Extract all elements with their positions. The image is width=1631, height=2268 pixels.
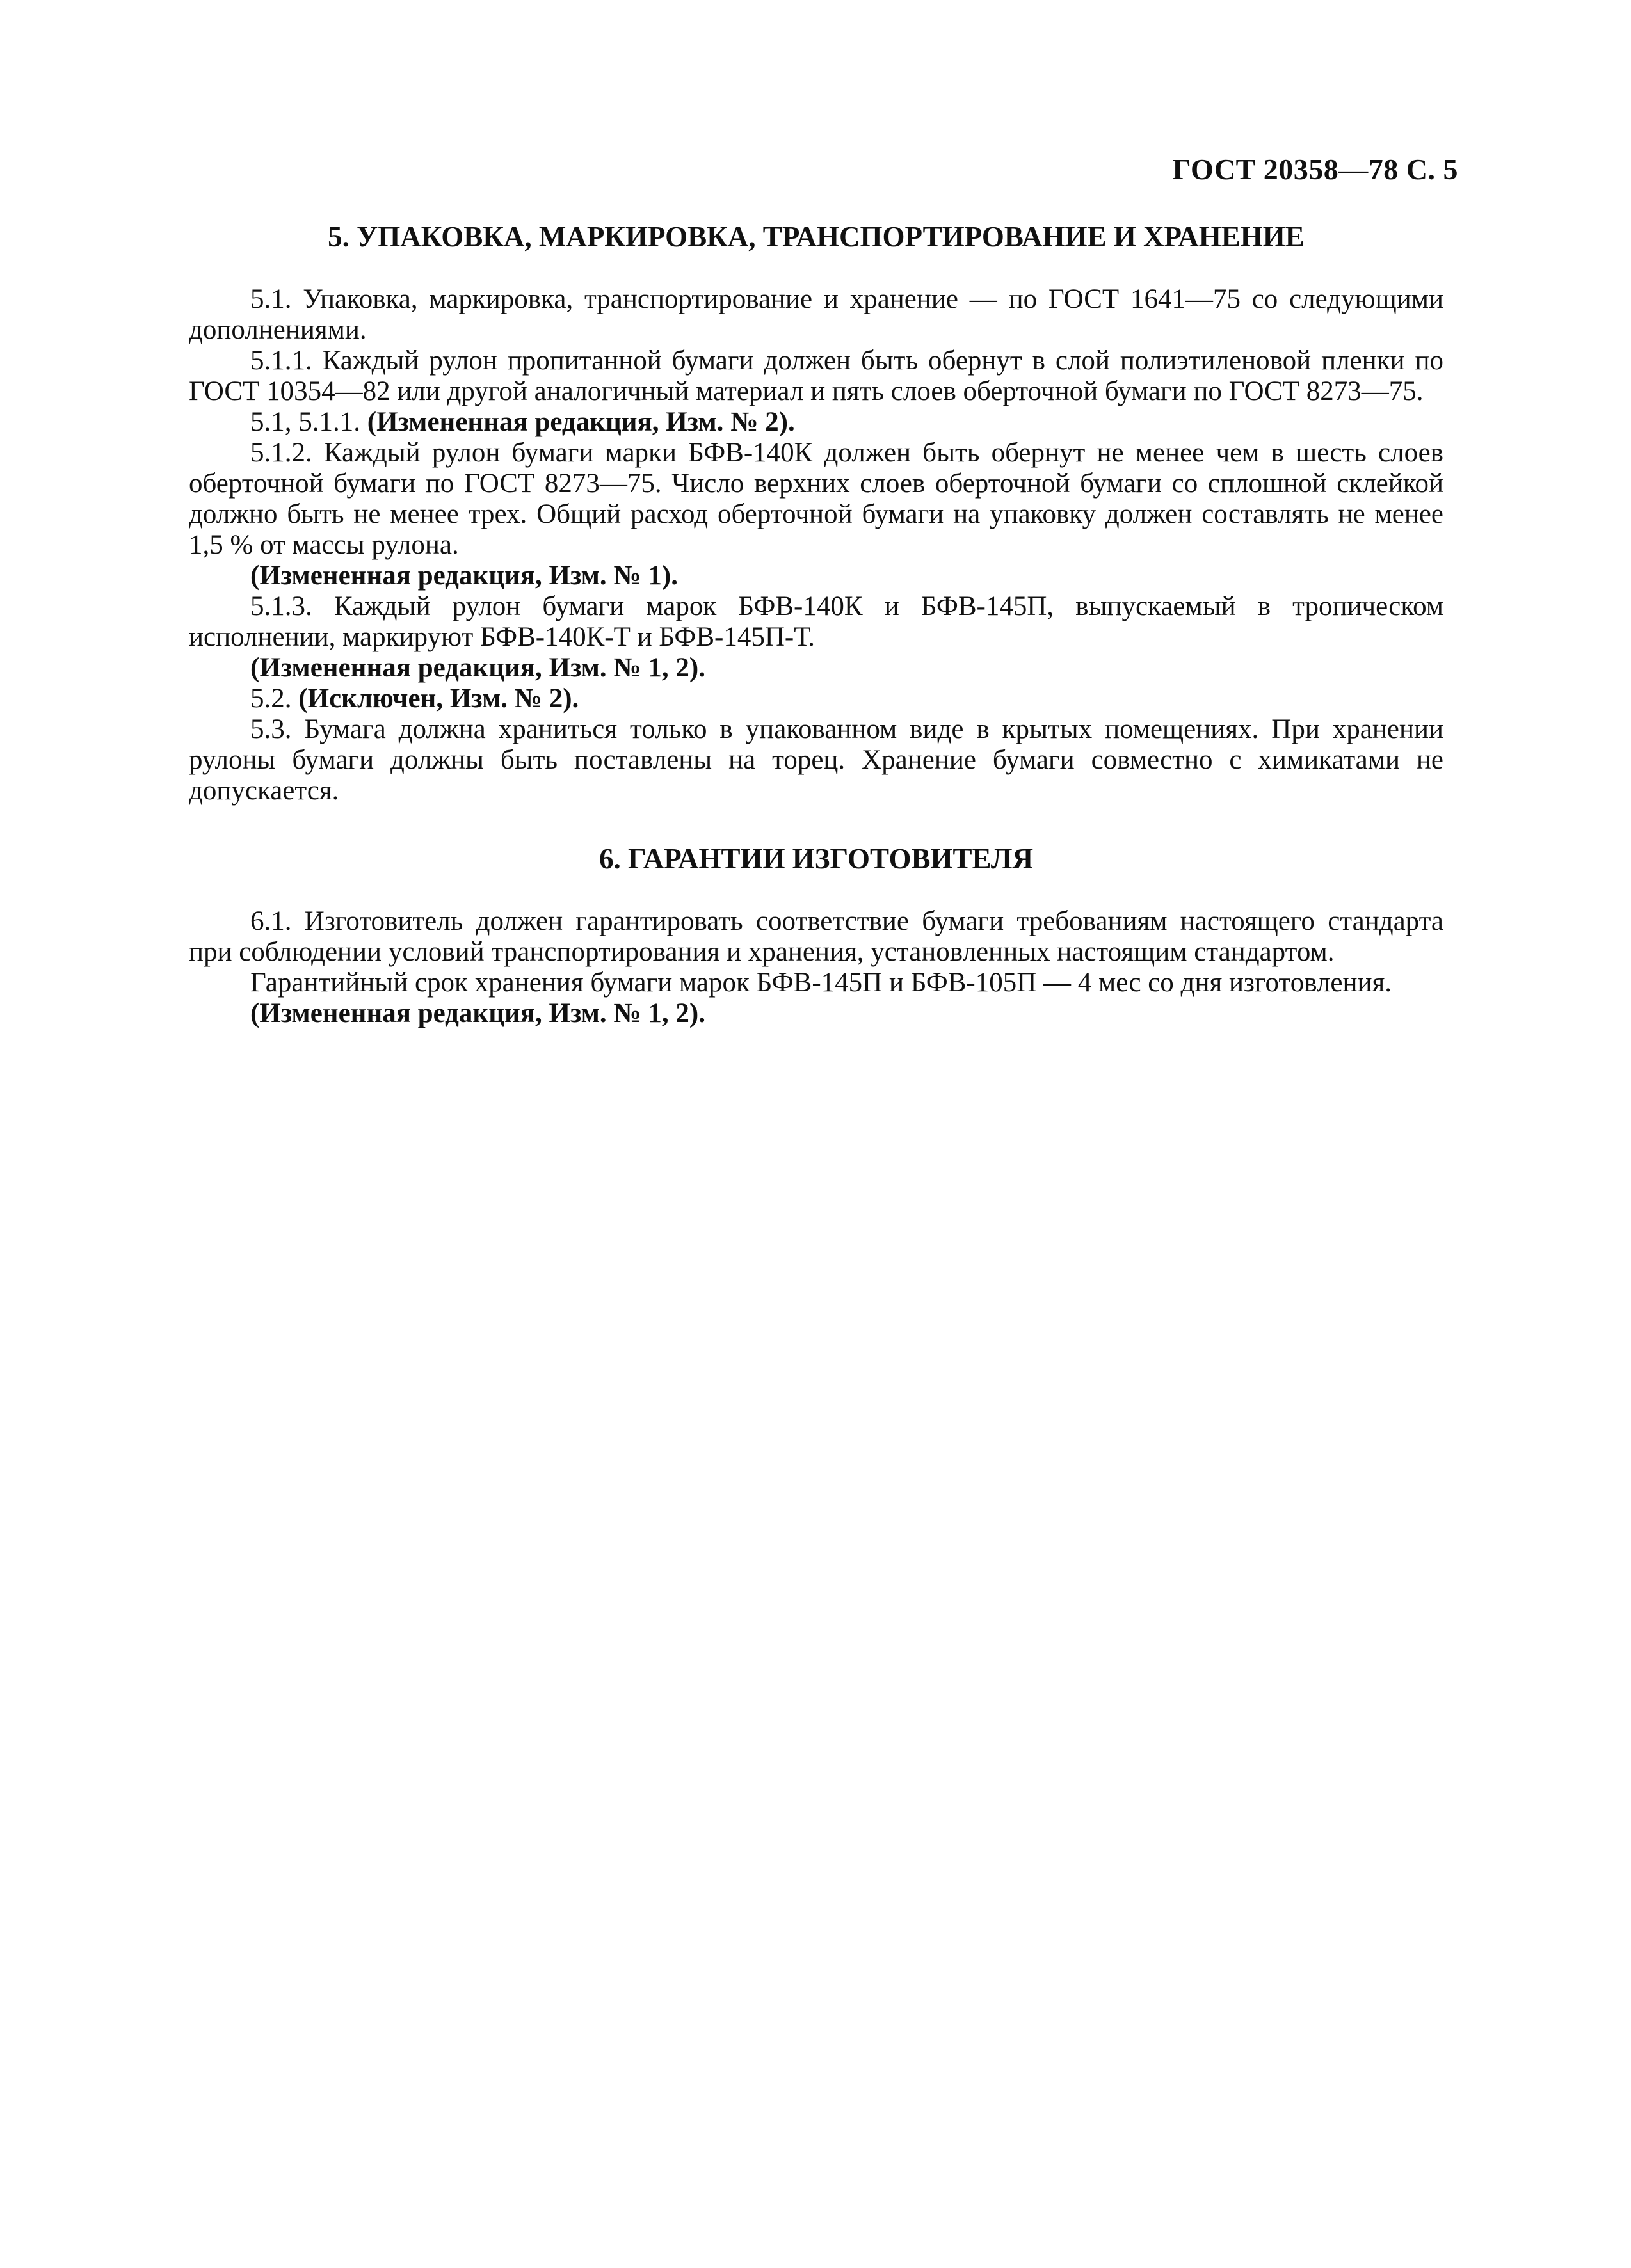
amendment-note-5-1	[189, 407, 1443, 438]
paragraph-5-1-1: 5.1.1. Каждый рулон пропитанной бумаги должен быть обернут в слой полиэтиленовой пленки по ГОСТ 10354—82 или другой аналогичный материал и пять слоев оберточной бумаги по ГОСТ 8273—75.	[189, 346, 1443, 406]
section-5	[189, 218, 1443, 806]
section-6	[189, 840, 1443, 1029]
section-6-title: 6. ГАРАНТИИ ИЗГОТОВИТЕЛЯ	[599, 843, 1033, 875]
amendment-note-6: (Измененная редакция, Изм. № 1, 2).	[250, 998, 705, 1028]
running-header: ГОСТ 20358—78 С. 5	[1172, 153, 1458, 186]
paragraph-5-1-2: 5.1.2. Каждый рулон бумаги марки БФВ-140К должен быть обернут не менее чем в шесть слоев оберточной бумаги по ГОСТ 8273—75. Число верхних слоев оберточной бумаги со сплошной склейкой должно быть не менее трех. Общий расход оберточной бумаги на упаковку должен составлять не менее 1,5 % от массы рулона.	[189, 438, 1443, 560]
section-5-title: 5. УПАКОВКА, МАРКИРОВКА, ТРАНСПОРТИРОВАНИЕ И ХРАНЕНИЕ	[328, 221, 1305, 253]
paragraph-5-2-number: 5.2.	[250, 683, 299, 714]
amendment-note-ref: 5.1, 5.1.1.	[250, 407, 367, 437]
paragraph-warranty-period: Гарантийный срок хранения бумаги марок БФВ-145П и БФВ-105П — 4 мес со дня изготовления.	[250, 968, 1392, 998]
paragraph-5-2-excluded: (Исключен, Изм. № 2).	[298, 683, 579, 714]
paragraph-5-1-3: 5.1.3. Каждый рулон бумаги марок БФВ-140К и БФВ-145П, выпускаемый в тропическом исполнении, маркируют БФВ-140К-Т и БФВ-145П-Т.	[189, 591, 1443, 652]
paragraph-5-2	[189, 683, 1443, 714]
paragraph-5-1: 5.1. Упаковка, маркировка, транспортирование и хранение — по ГОСТ 1641—75 со следующими дополнениями.	[189, 284, 1443, 345]
paragraph-6-1: 6.1. Изготовитель должен гарантировать соответствие бумаги требованиям настоящего стандарта при соблюдении условий транспортирования и хранения, установленных настоящим стандартом.	[189, 906, 1443, 967]
amendment-note-5-1-2: (Измененная редакция, Изм. № 1).	[250, 561, 678, 591]
amendment-note-text: (Измененная редакция, Изм. № 2).	[367, 407, 795, 437]
document-body	[189, 218, 1443, 1029]
amendment-note-5-1-3: (Измененная редакция, Изм. № 1, 2).	[250, 653, 705, 683]
paragraph-5-3: 5.3. Бумага должна храниться только в упакованном виде в крытых помещениях. При хранении рулоны бумаги должны быть поставлены на торец. Хранение бумаги совместно с химикатами не допускается.	[189, 714, 1443, 806]
